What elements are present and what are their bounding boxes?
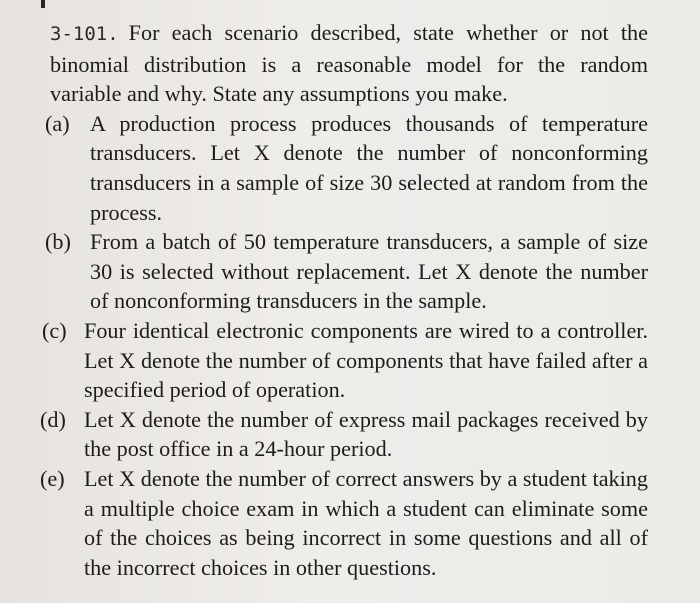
problem-intro-text: For each scenario described, state whether or not the binomial distribution is a reasonable model for the random variable and why. State any assumptions you make. xyxy=(50,20,648,107)
problem-intro xyxy=(50,18,648,109)
scenario-text: A production process produces thousands of temperature transducers. Let X denote the number of nonconforming transducers in a sample of size 30 selected at random from the process. xyxy=(90,110,648,225)
scenario-text: From a batch of 50 temperature transducers, a sample of size 30 is selected without replacement. Let X denote the number of nonconforming transducers in the sample. xyxy=(90,229,648,314)
scenario-label: (c) xyxy=(42,317,67,343)
scenario-label: (e) xyxy=(40,465,65,491)
scenario-item xyxy=(45,109,648,227)
scenario-text: Let X denote the number of express mail packages received by the post office in a 24-hour period. xyxy=(84,406,648,462)
scenario-text: Let X denote the number of correct answers by a student taking a multiple choice exam in which a student can eliminate some of the choices as being incorrect in some questions and all of the incorrect choices in other questions. xyxy=(84,465,648,580)
scenario-label: (a) xyxy=(45,110,70,136)
problem-number: 3-101. xyxy=(50,23,119,45)
scenario-item xyxy=(40,464,648,582)
scenario-label: (b) xyxy=(45,229,71,255)
scenario-item xyxy=(40,405,648,464)
scenario-label: (d) xyxy=(40,406,66,432)
scenario-text: Four identical electronic components are wired to a controller. Let X denote the number of components that have failed after a specified period of operation. xyxy=(84,317,648,403)
problem-3-101 xyxy=(40,18,648,582)
scenario-item xyxy=(45,227,648,316)
scenario-item xyxy=(42,316,648,405)
scenario-list xyxy=(40,109,648,583)
page-edge-mark xyxy=(41,0,45,8)
